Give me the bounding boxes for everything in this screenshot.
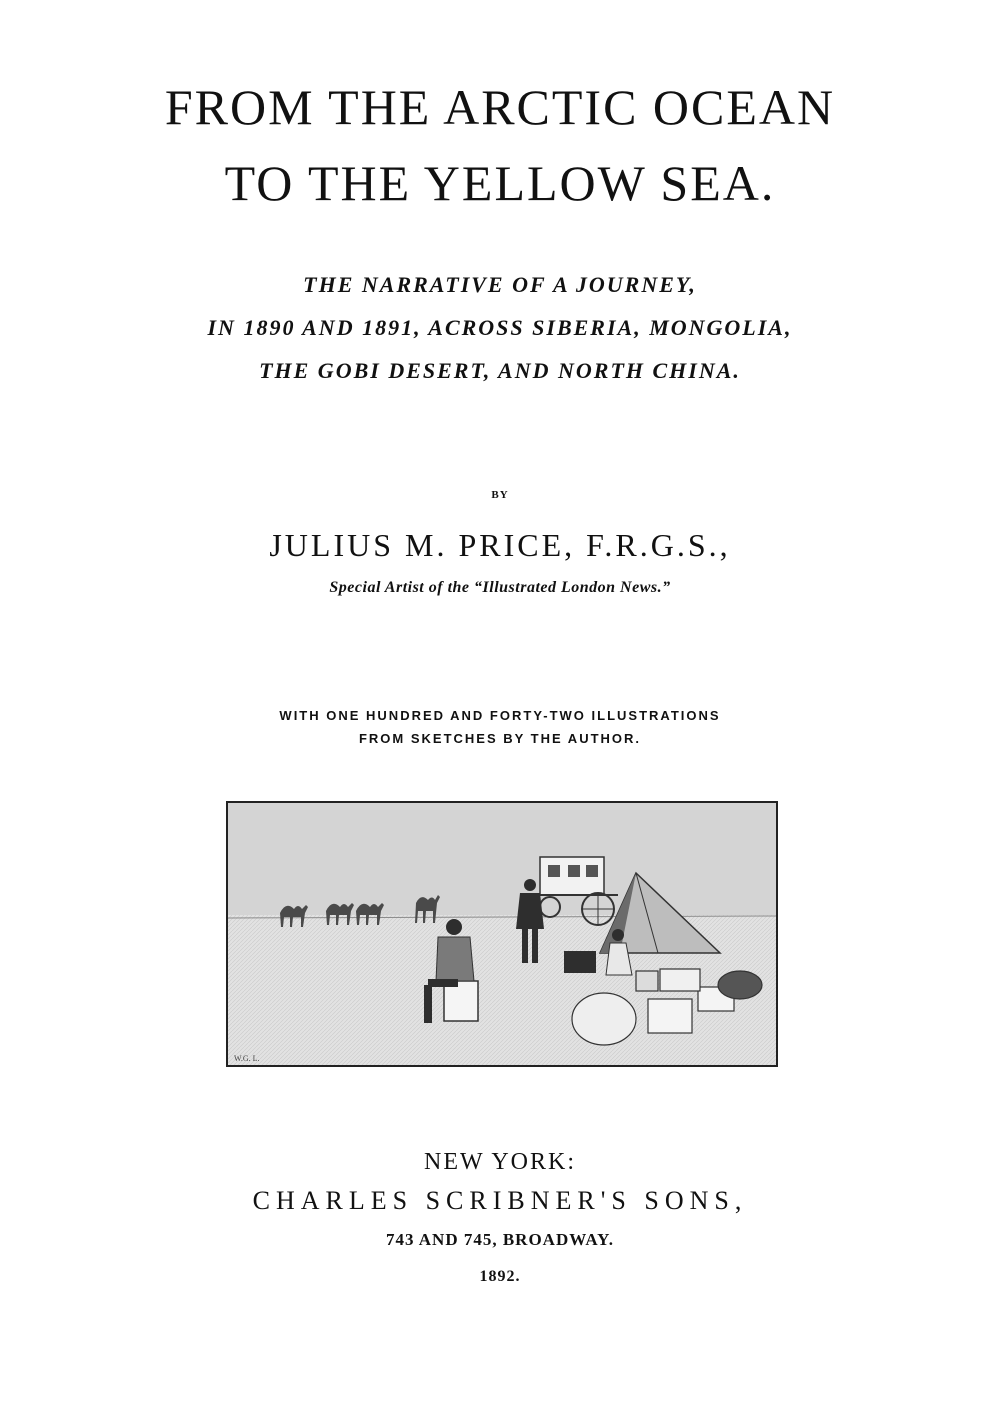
- author-role: Special Artist of the “Illustrated London News.”: [329, 579, 671, 596]
- publication-place: NEW YORK:: [424, 1149, 576, 1175]
- publisher-address: 743 AND 745, BROADWAY.: [385, 1230, 615, 1249]
- illustrations-line-2: FROM SKETCHES BY THE AUTHOR.: [358, 731, 642, 746]
- artist-monogram: W.G. L.: [234, 1054, 260, 1063]
- camp-scene-drawing: [228, 803, 776, 1065]
- illustrations-line-1: WITH ONE HUNDRED AND FORTY-TWO ILLUSTRATIONS: [279, 708, 721, 723]
- sky: [228, 803, 776, 918]
- publication-year: 1892.: [479, 1268, 521, 1285]
- frontispiece-illustration: [226, 801, 778, 1067]
- subtitle-line-1: THE NARRATIVE OF A JOURNEY,: [303, 272, 697, 297]
- author-name: JULIUS M. PRICE, F.R.G.S.,: [269, 527, 731, 563]
- publisher-name: CHARLES SCRIBNER'S SONS,: [252, 1186, 748, 1215]
- subtitle-line-3: THE GOBI DESERT, AND NORTH CHINA.: [259, 358, 741, 383]
- by-label: BY: [491, 489, 509, 501]
- title-line-2: TO THE YELLOW SEA.: [224, 155, 776, 211]
- title-line-1: FROM THE ARCTIC OCEAN: [164, 79, 836, 135]
- subtitle-line-2: IN 1890 AND 1891, ACROSS SIBERIA, MONGOLIA,: [207, 315, 793, 340]
